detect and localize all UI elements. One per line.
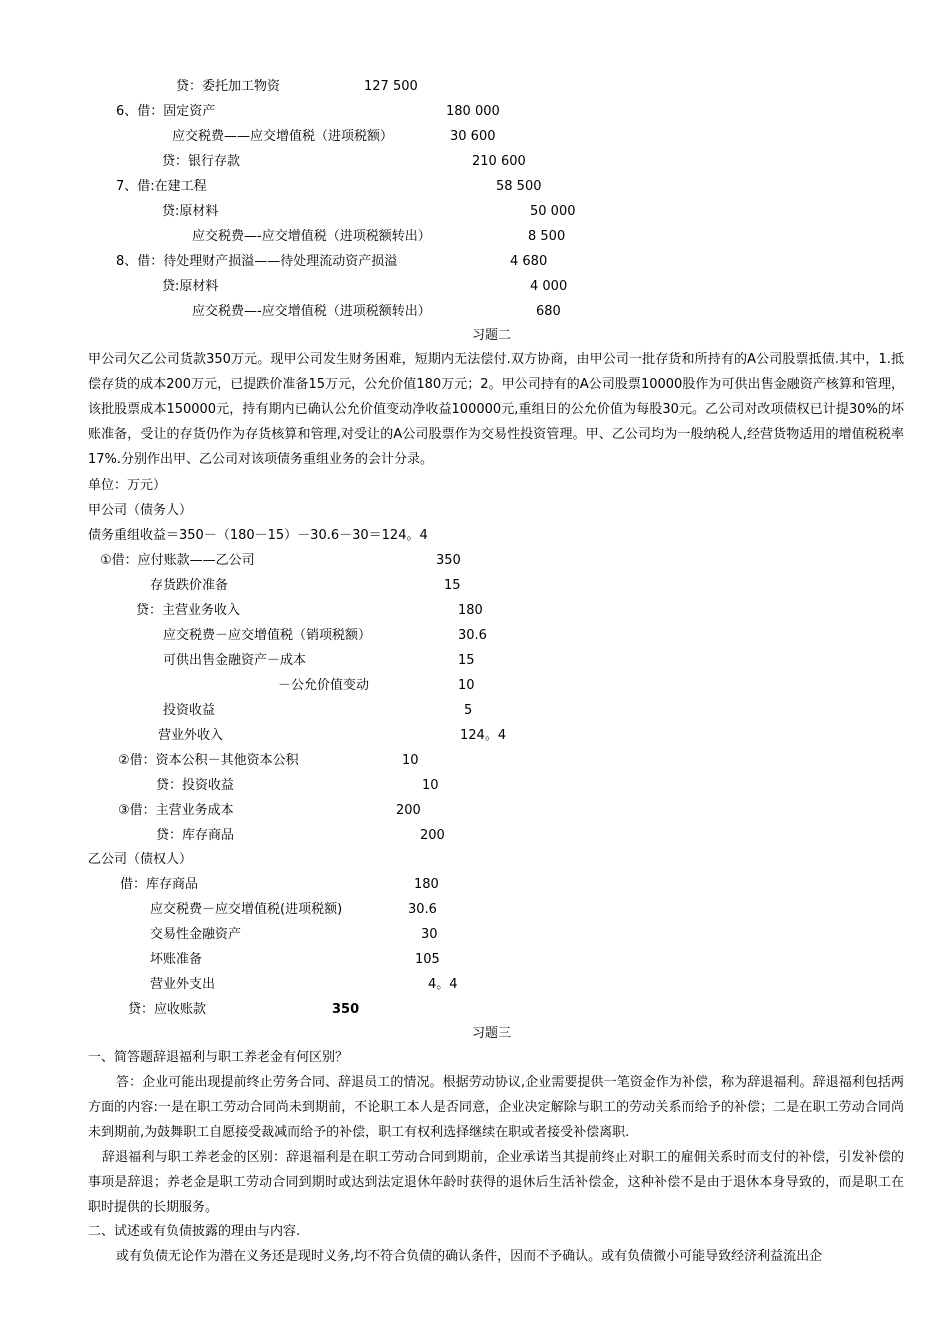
problem-paragraph: 甲公司欠乙公司货款350万元。现甲公司发生财务困难，短期内无法偿付.双方协商，由甲公司一批存货和所持有的A公司股票抵债.其中，1.抵偿存货的成本200万元，已提跌价准备15万元，公允价值180万元；2。甲公司持有的A公司股票10000股作为可供出售金融资产核算和管理，该批股票成本150000元，持有期内已确认公允价值变动净收益100000元,重组日的公允价值为每股30元。乙公司对改项债权已计提30%的坏账准备，受让的存货仍作为存货核算和管理,对受让的A公司股票作为交易性投资管理。甲、乙公司均为一般纳税人,经营货物适用的增值税税率17%.分别作出甲、乙公司对该项债务重组业务的会计分录。 [88, 352, 904, 467]
entry-amount: 15 [458, 653, 475, 668]
entry-amount: 180 [458, 603, 483, 618]
entry-amount: 10 [422, 778, 439, 793]
entry-account: 应交税费——应交增值税（进项税额） [172, 129, 394, 144]
entry-amount: 15 [444, 578, 461, 593]
entry-account: 贷：库存商品 [156, 828, 235, 843]
entry-amount: 5 [464, 703, 473, 718]
question-heading: 一、简答题辞退福利与职工养老金有何区别？ [88, 1050, 349, 1065]
entry-amount: 4 000 [530, 279, 568, 294]
entry-account: 应交税费－应交增值税(进项税额) [150, 902, 343, 917]
answer-paragraph: 答：企业可能出现提前终止劳务合同、辞退员工的情况。根据劳动协议,企业需要提供一笔资金作为补偿，称为辞退福利。辞退福利包括两方面的内容:一是在职工劳动合同尚未到期前，不论职工本人是否同意，企业决定解除与职工的劳动关系而给予的补偿；二是在职工劳动合同尚未到期前,为鼓舞职工自愿接受裁减而给予的补偿，职工有权利选择继续在职或者接受补偿离职. [88, 1075, 904, 1140]
entry-account: 贷：委托加工物资 [176, 79, 281, 94]
entry-amount: 30 600 [450, 129, 496, 144]
entry-account: 贷:原材料 [162, 279, 219, 294]
entry-amount: 210 600 [472, 154, 526, 169]
section-title: 习题三 [472, 1026, 512, 1041]
entry-amount: 180 000 [446, 104, 500, 119]
entry-account: 营业外收入 [158, 728, 224, 743]
entry-amount: 4 680 [510, 254, 548, 269]
entry-account: 7、借:在建工程 [116, 179, 207, 194]
entry-account: 贷：应收账款 [128, 1002, 207, 1017]
entry-account: ②借：资本公积－其他资本公积 [118, 753, 299, 768]
creditor-heading: 乙公司（债权人） [88, 852, 193, 867]
entry-amount: 10 [458, 678, 475, 693]
entry-amount: 30 [421, 927, 438, 942]
answer-paragraph: 或有负债无论作为潜在义务还是现时义务,均不符合负债的确认条件，因而不予确认。或有负债微小可能导致经济利益流出企 [116, 1249, 823, 1264]
entry-amount: 58 500 [496, 179, 542, 194]
entry-amount: 350 [436, 553, 461, 568]
entry-amount: 127 500 [364, 79, 418, 94]
entry-account: 借：库存商品 [120, 877, 199, 892]
entry-amount: 50 000 [530, 204, 576, 219]
entry-account: 贷：投资收益 [156, 778, 235, 793]
entry-account: －公允价值变动 [278, 678, 370, 693]
entry-amount: 180 [414, 877, 439, 892]
entry-account: 贷:原材料 [162, 204, 219, 219]
entry-account: 可供出售金融资产－成本 [163, 653, 307, 668]
entry-account: ③借：主营业务成本 [118, 803, 234, 818]
section-title: 习题二 [472, 328, 512, 343]
restructure-gain-formula: 债务重组收益＝350－（180－15）－30.6－30＝124。4 [88, 528, 428, 543]
debtor-heading: 甲公司（债务人） [88, 503, 193, 518]
entry-account: 6、借：固定资产 [116, 104, 216, 119]
entry-account: 应交税费—-应交增值税（进项税额转出） [192, 304, 431, 319]
entry-account: 投资收益 [163, 703, 216, 718]
question-heading: 二、试述或有负债披露的理由与内容. [88, 1224, 301, 1239]
entry-amount: 4。4 [428, 977, 458, 992]
answer-paragraph: 辞退福利与职工养老金的区别：辞退福利是在职工劳动合同到期前，企业承诺当其提前终止对职工的雇佣关系时而支付的补偿，引发补偿的事项是辞退；养老金是职工劳动合同到期时或达到法定退休年龄时获得的退休后生活补偿金，这种补偿不是由于退休本身导致的，而是职工在职时提供的长期服务。 [88, 1150, 904, 1215]
entry-account: 存货跌价准备 [150, 578, 229, 593]
entry-account: 8、借：待处理财产损溢——待处理流动资产损溢 [116, 254, 398, 269]
entry-account: 营业外支出 [150, 977, 216, 992]
entry-account: 应交税费—-应交增值税（进项税额转出） [192, 229, 431, 244]
entry-account: 坏账准备 [150, 952, 203, 967]
entry-amount: 200 [396, 803, 421, 818]
entry-amount: 350 [332, 1002, 360, 1017]
entry-amount: 200 [420, 828, 445, 843]
entry-account: ①借：应付账款——乙公司 [100, 553, 255, 568]
entry-account: 贷：银行存款 [162, 154, 241, 169]
entry-amount: 124。4 [460, 728, 507, 743]
entry-amount: 30.6 [408, 902, 437, 917]
entry-amount: 105 [415, 952, 440, 967]
unit-label: 单位：万元） [88, 478, 167, 493]
entry-account: 交易性金融资产 [150, 927, 242, 942]
entry-amount: 30.6 [458, 628, 487, 643]
entry-account: 贷：主营业务收入 [136, 603, 241, 618]
entry-account: 应交税费－应交增值税（销项税额） [163, 628, 372, 643]
entry-amount: 8 500 [528, 229, 566, 244]
entry-amount: 10 [402, 753, 419, 768]
entry-amount: 680 [536, 304, 561, 319]
